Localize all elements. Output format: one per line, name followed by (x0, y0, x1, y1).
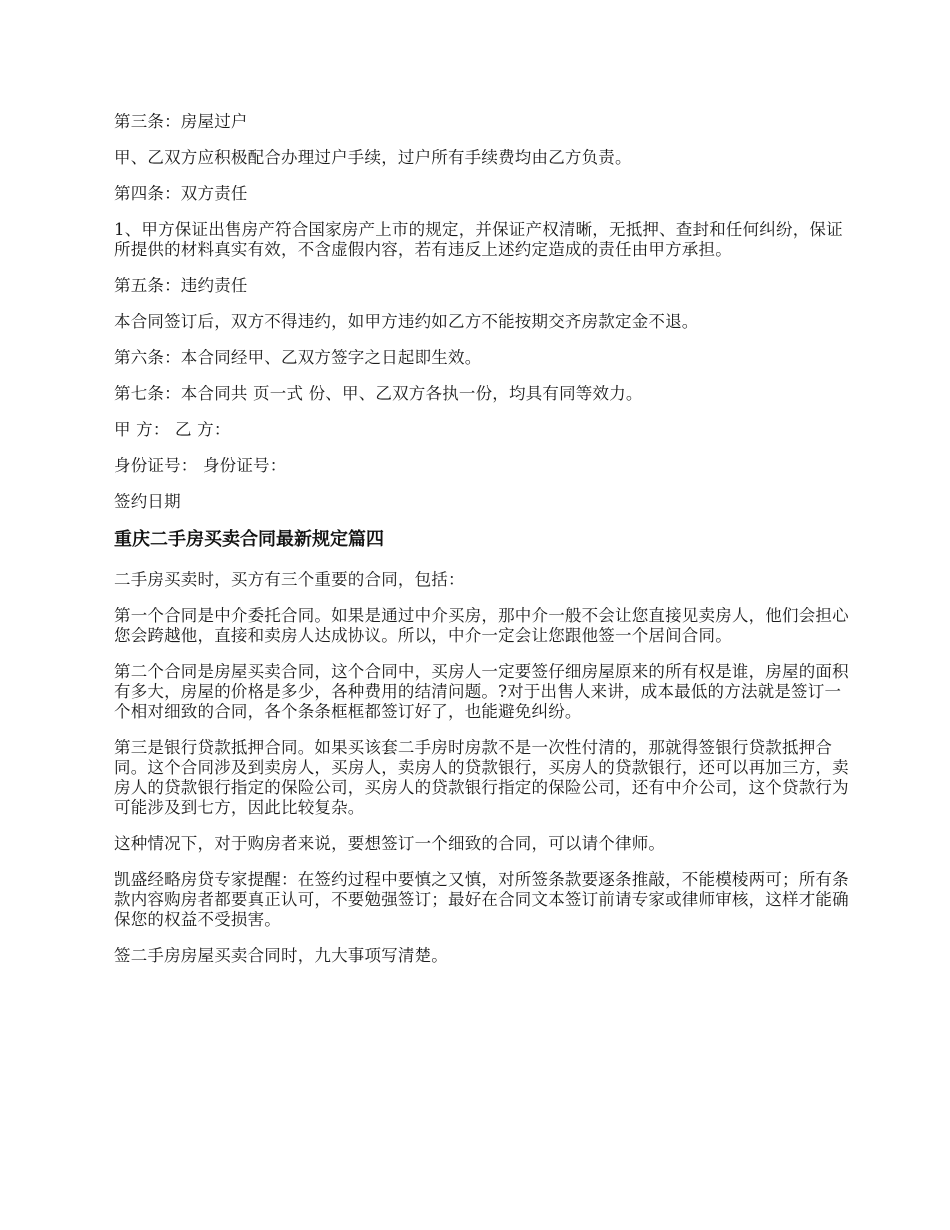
paragraph-article-5-title: 第五条：违约责任 (114, 276, 248, 295)
paragraph-article-6: 第六条：本合同经甲、乙双方签字之日起即生效。 (114, 348, 482, 367)
paragraph-article-7: 第七条：本合同共 页一式 份、甲、乙双方各执一份，均具有同等效力。 (114, 384, 643, 403)
paragraph-nine-items: 签二手房房屋买卖合同时，九大事项写清楚。 (114, 946, 448, 965)
paragraph-sign-date: 签约日期 (114, 492, 181, 511)
paragraph-lawyer-advice: 这种情况下，对于购房者来说，要想签订一个细致的合同，可以请个律师。 (114, 834, 666, 853)
paragraph-article-4-title: 第四条：双方责任 (114, 184, 248, 203)
paragraph-article-4-body: 1、甲方保证出售房产符合国家房产上市的规定，并保证产权清晰，无抵押、查封和任何纠纷，保证所提供的材料真实有效，不含虚假内容，若有违反上述约定造成的责任由甲方承担。 (114, 220, 843, 259)
paragraph-id-numbers: 身份证号： 身份证号： (114, 456, 287, 475)
paragraph-article-3-title: 第三条：房屋过户 (114, 112, 248, 131)
paragraph-article-5-body: 本合同签订后，双方不得违约，如甲方违约如乙方不能按期交齐房款定金不退。 (114, 312, 699, 331)
paragraph-intro: 二手房买卖时，买方有三个重要的合同，包括： (114, 570, 465, 589)
section-heading: 重庆二手房买卖合同最新规定篇四 (114, 529, 384, 550)
document-body (114, 112, 854, 982)
paragraph-expert-tip: 凯盛经略房贷专家提醒：在签约过程中要慎之又慎，对所签条款要逐条推敲，不能模棱两可；所有条款内容购房者都要真正认可，不要勉强签订；最好在合同文本签订前请专家或律师审核，这样才能确保您的权益不受损害。 (114, 870, 849, 929)
paragraph-contract-1: 第一个合同是中介委托合同。如果是通过中介买房，那中介一般不会让您直接见卖房人，他们会担心您会跨越他，直接和卖房人达成协议。所以，中介一定会让您跟他签一个居间合同。 (114, 606, 849, 645)
paragraph-contract-3: 第三是银行贷款抵押合同。如果买该套二手房时房款不是一次性付清的，那就得签银行贷款抵押合同。这个合同涉及到卖房人，买房人，卖房人的贷款银行，买房人的贷款银行，还可以再加三方，卖房人的贷款银行指定的保险公司，买房人的贷款银行指定的保险公司，还有中介公司，这个贷款行为可能涉及到七方，因此比较复杂。 (114, 738, 849, 817)
paragraph-article-3-body: 甲、乙双方应积极配合办理过户手续，过户所有手续费均由乙方负责。 (114, 148, 632, 167)
paragraph-parties: 甲 方： 乙 方： (114, 420, 231, 439)
paragraph-contract-2: 第二个合同是房屋买卖合同，这个合同中，买房人一定要签仔细房屋原来的所有权是谁，房屋的面积有多大，房屋的价格是多少，各种费用的结清问题。?对于出售人来讲，成本最低的方法就是签订一个相对细致的合同，各个条条框框都签订好了，也能避免纠纷。 (114, 662, 849, 721)
